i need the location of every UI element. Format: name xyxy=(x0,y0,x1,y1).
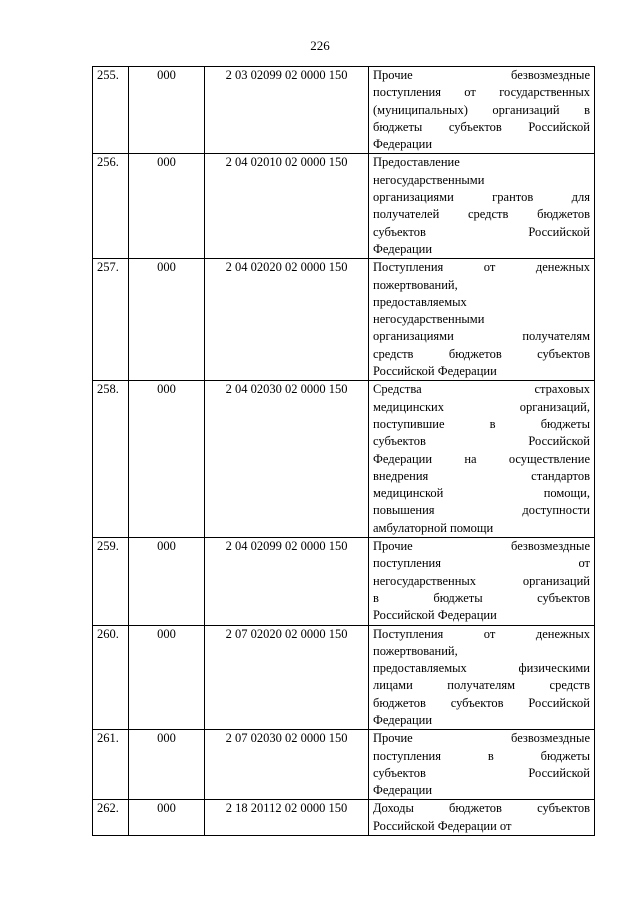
description-line: внедрения стандартов xyxy=(373,468,590,483)
revenue-classification-table xyxy=(92,66,595,836)
table-row xyxy=(93,800,595,836)
budget-classification-code-cell: 2 03 02099 02 0000 150 xyxy=(205,67,369,154)
row-number-cell: 256. xyxy=(93,154,129,259)
description-line: Федерации xyxy=(373,783,433,798)
description-line: повышения доступности xyxy=(373,503,590,518)
budget-classification-code-cell: 2 04 02030 02 0000 150 xyxy=(205,381,369,538)
description-line: Российской Федерации xyxy=(373,364,497,379)
revenue-description-cell xyxy=(369,67,595,154)
revenue-description-cell xyxy=(369,538,595,625)
description-line: негосударственных организаций xyxy=(373,573,590,588)
description-line: организациями получателям xyxy=(373,329,590,344)
table-row xyxy=(93,381,595,538)
description-line: Российской Федерации от xyxy=(373,818,512,833)
table-row xyxy=(93,259,595,381)
budget-classification-code-cell: 2 04 02099 02 0000 150 xyxy=(205,538,369,625)
description-line: Российской Федерации xyxy=(373,608,497,623)
revenue-description-cell xyxy=(369,259,595,381)
table-body xyxy=(93,67,595,836)
revenue-description-cell xyxy=(369,730,595,800)
table-row xyxy=(93,730,595,800)
table-row xyxy=(93,538,595,625)
revenue-description-cell xyxy=(369,800,595,836)
description-line: средств бюджетов субъектов xyxy=(373,346,590,361)
row-number-cell: 260. xyxy=(93,625,129,730)
description-line: негосударственными xyxy=(373,312,485,327)
administrator-code-cell: 000 xyxy=(129,730,205,800)
description-line: поступившие в бюджеты xyxy=(373,416,590,431)
description-line: Федерации xyxy=(373,137,433,152)
revenue-description-cell xyxy=(369,154,595,259)
description-line: Федерации xyxy=(373,241,433,256)
description-line: бюджеты субъектов Российской xyxy=(373,119,590,134)
budget-classification-code-cell: 2 04 02010 02 0000 150 xyxy=(205,154,369,259)
budget-classification-code-cell: 2 07 02020 02 0000 150 xyxy=(205,625,369,730)
description-line: Прочие безвозмездные xyxy=(373,68,590,82)
administrator-code-cell: 000 xyxy=(129,800,205,836)
description-line: Прочие безвозмездные xyxy=(373,539,590,554)
table-row xyxy=(93,67,595,154)
administrator-code-cell: 000 xyxy=(129,259,205,381)
row-number-cell: 262. xyxy=(93,800,129,836)
row-number-cell: 261. xyxy=(93,730,129,800)
description-line: Федерации xyxy=(373,712,433,727)
budget-classification-code-cell: 2 18 20112 02 0000 150 xyxy=(205,800,369,836)
row-number-cell: 259. xyxy=(93,538,129,625)
budget-classification-code-cell: 2 04 02020 02 0000 150 xyxy=(205,259,369,381)
description-line: бюджетов субъектов Российской xyxy=(373,695,590,710)
description-line: амбулаторной помощи xyxy=(373,520,494,535)
administrator-code-cell: 000 xyxy=(129,538,205,625)
administrator-code-cell: 000 xyxy=(129,625,205,730)
description-line: негосударственными xyxy=(373,172,485,187)
description-line: пожертвований, xyxy=(373,277,458,292)
budget-classification-code-cell: 2 07 02030 02 0000 150 xyxy=(205,730,369,800)
description-line: медицинских организаций, xyxy=(373,399,590,414)
description-line: Поступления от денежных xyxy=(373,626,590,641)
description-line: поступления в бюджеты xyxy=(373,748,590,763)
administrator-code-cell: 000 xyxy=(129,67,205,154)
description-line: предоставляемых xyxy=(373,294,467,309)
description-line: субъектов Российской xyxy=(373,434,590,449)
description-line: лицами получателям средств xyxy=(373,678,590,693)
description-line: субъектов Российской xyxy=(373,765,590,780)
table-row xyxy=(93,154,595,259)
description-line: организациями грантов для xyxy=(373,190,590,205)
description-line: Средства страховых xyxy=(373,382,590,397)
description-line: поступления от государственных xyxy=(373,85,590,100)
description-line: предоставляемых физическими xyxy=(373,661,590,676)
description-line: (муниципальных) организаций в xyxy=(373,102,590,117)
administrator-code-cell: 000 xyxy=(129,381,205,538)
description-line: Доходы бюджетов субъектов xyxy=(373,801,590,816)
description-line: поступления от xyxy=(373,556,590,571)
row-number-cell: 258. xyxy=(93,381,129,538)
table-row xyxy=(93,625,595,730)
description-line: медицинской помощи, xyxy=(373,486,590,501)
description-line: Прочие безвозмездные xyxy=(373,731,590,746)
description-line: Поступления от денежных xyxy=(373,260,590,275)
description-line: пожертвований, xyxy=(373,643,458,658)
row-number-cell: 255. xyxy=(93,67,129,154)
page-number: 226 xyxy=(310,38,330,53)
revenue-description-cell xyxy=(369,381,595,538)
description-line: получателей средств бюджетов xyxy=(373,207,590,222)
description-line: в бюджеты субъектов xyxy=(373,590,590,605)
administrator-code-cell: 000 xyxy=(129,154,205,259)
revenue-description-cell xyxy=(369,625,595,730)
description-line: Федерации на осуществление xyxy=(373,451,590,466)
description-line: субъектов Российской xyxy=(373,224,590,239)
row-number-cell: 257. xyxy=(93,259,129,381)
description-line: Предоставление xyxy=(373,155,460,170)
